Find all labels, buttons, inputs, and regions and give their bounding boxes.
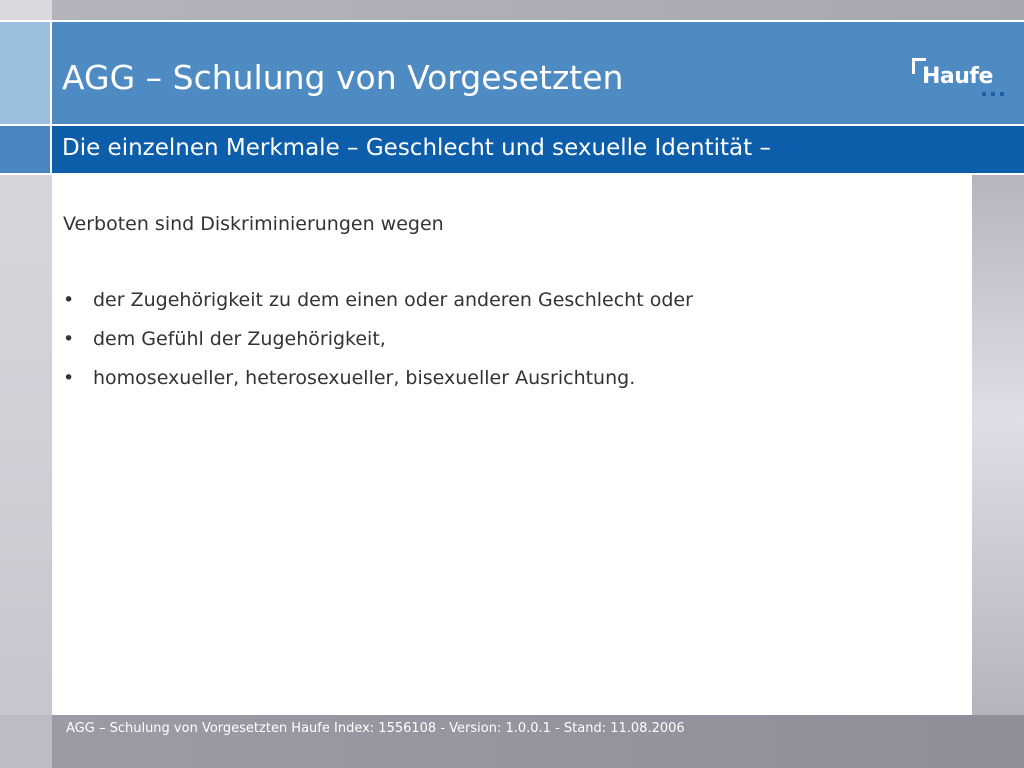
title-bar-lead-block (0, 22, 52, 124)
title-bar (0, 20, 1024, 126)
slide-title: AGG – Schulung von Vorgesetzten (62, 58, 624, 97)
bullet-text: homosexueller, heterosexueller, bisexueller Ausrichtung. (93, 367, 636, 389)
top-decor-strip (52, 0, 1024, 20)
bullet-text: dem Gefühl der Zugehörigkeit, (93, 328, 386, 350)
list-item (63, 367, 693, 406)
list-item (63, 289, 693, 328)
footer-bar (0, 715, 1024, 768)
logo-dots-icon (982, 92, 1004, 96)
bullet-list (63, 289, 693, 406)
bullet-text: der Zugehörigkeit zu dem einen oder anderen Geschlecht oder (93, 289, 693, 311)
slide-content (52, 175, 972, 715)
list-item (63, 328, 693, 367)
intro-text: Verboten sind Diskriminierungen wegen (63, 213, 444, 235)
subtitle-bar-lead-block (0, 126, 52, 173)
haufe-logo (912, 56, 1004, 102)
bullet-icon: • (63, 328, 75, 350)
subtitle-bar (0, 126, 1024, 175)
right-decor-band (972, 175, 1024, 715)
logo-wordmark: Haufe (922, 64, 993, 89)
footer-text: AGG – Schulung von Vorgesetzten Haufe Index: 1556108 - Version: 1.0.0.1 - Stand: 11.08.2006 (66, 721, 685, 736)
footer-lead-block (0, 715, 52, 768)
slide-subtitle: Die einzelnen Merkmale – Geschlecht und sexuelle Identität – (62, 135, 771, 161)
bullet-icon: • (63, 367, 75, 389)
bullet-icon: • (63, 289, 75, 311)
